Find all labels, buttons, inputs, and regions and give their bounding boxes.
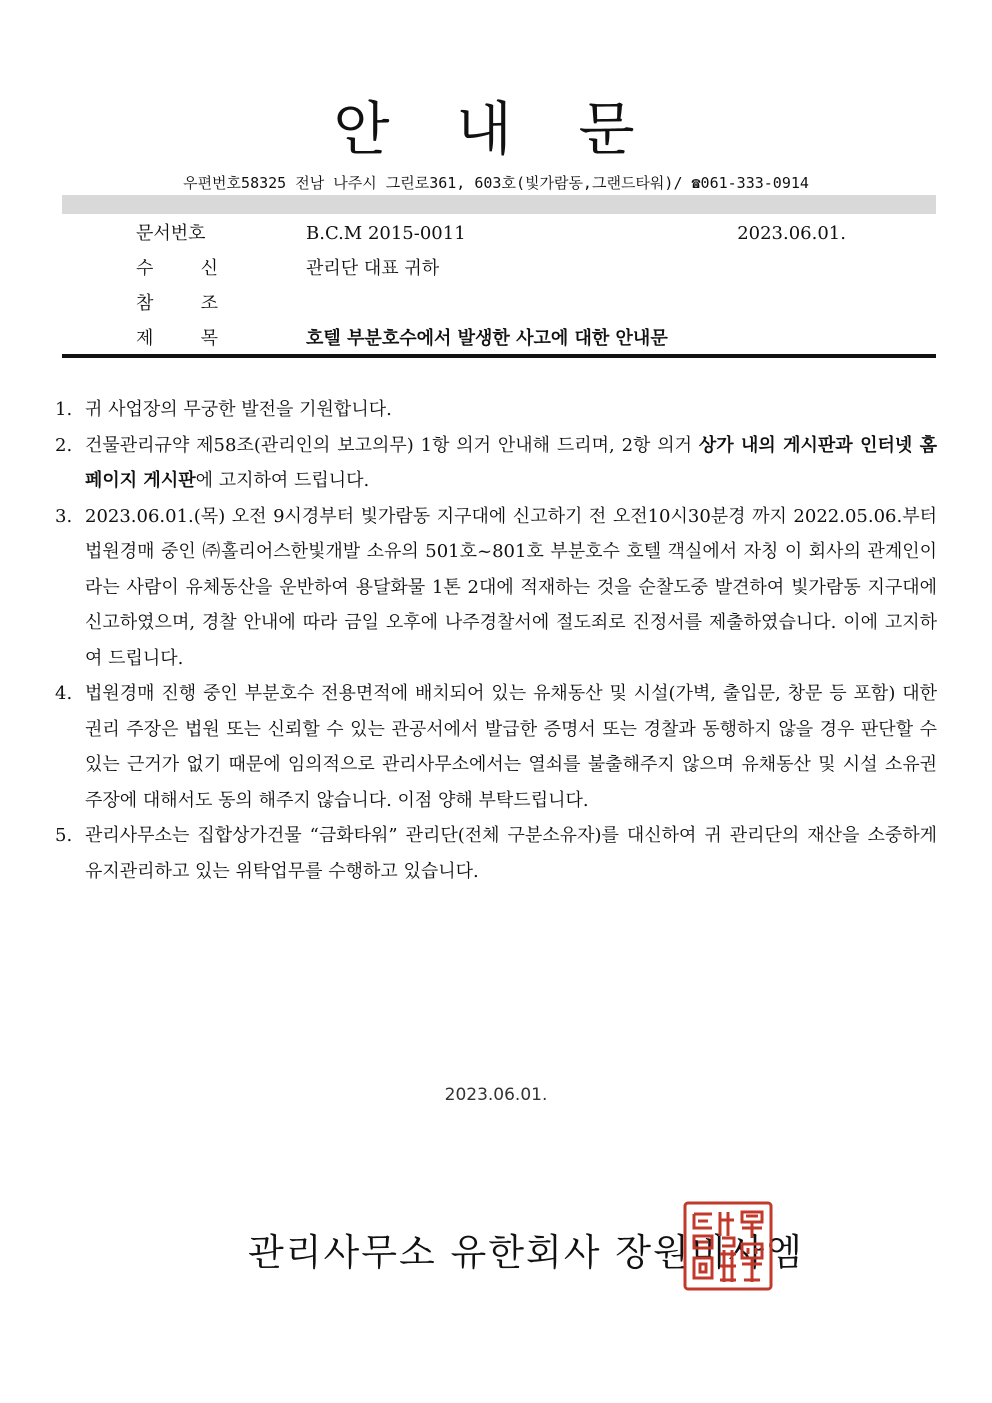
list-item <box>55 676 937 818</box>
document-header <box>62 218 936 358</box>
list-item-number: 2. <box>55 434 73 456</box>
list-item <box>55 818 937 889</box>
list-item-number: 4. <box>55 683 73 704</box>
header-divider-bar <box>62 195 936 214</box>
notice-body-list <box>55 392 937 889</box>
header-bottom-rule <box>62 354 936 358</box>
list-item <box>55 392 937 428</box>
recipient-label-char-2: 신 <box>200 258 218 279</box>
list-item-text: 에 고지하여 드립니다. <box>195 470 370 491</box>
document-title: 안 내 문 <box>333 95 659 163</box>
issuer-signature: 관리사무소 유한회사 장원비사엠 <box>248 1231 804 1274</box>
reference-label-char-1: 참 <box>136 293 154 314</box>
subject-value: 호텔 부분호수에서 발생한 사고에 대한 안내문 <box>306 328 668 349</box>
list-item-text: 법원경매 진행 중인 부분호수 전용면적에 배치되어 있는 유채동산 및 시설(가벽, 출입문, 창문 등 포함) 대한 권리 주장은 법원 또는 신뢰할 수 있는 관공서에서 발급한 증명서 또는 경찰과 동행하지 않을 경우 판단할 수 있는 근거가 없기 때문에 임의적으로 관리사무소에서는 열쇠를 불출해주지 않으며 유채동산 및 시설 소유권 주장에 대해서도 동의 해주지 않습니다. 이점 양해 부탁드립니다. <box>85 683 937 811</box>
list-item-text: 귀 사업장의 무궁한 발전을 기원합니다. <box>85 399 392 420</box>
recipient-value: 관리단 대표 귀하 <box>306 258 440 279</box>
doc-number-label: 문서번호 <box>136 223 206 244</box>
list-item-emphasis: 상가 내의 게시판과 인터넷 홈페이지 게시판 <box>85 434 937 491</box>
doc-number-row <box>62 218 936 253</box>
subject-label-char-1: 제 <box>136 328 154 349</box>
footer-date: 2023.06.01. <box>444 1085 548 1105</box>
list-item-text: 관리사무소는 집합상가건물 “금화타워” 관리단(전체 구분소유자)를 대신하여 귀 관리단의 재산을 소중하게 유지관리하고 있는 위탁업무를 수행하고 있습니다. <box>85 825 937 882</box>
subject-row <box>62 323 936 358</box>
recipient-label-char-1: 수 <box>136 258 154 279</box>
reference-label-char-2: 조 <box>200 293 218 314</box>
reference-label <box>136 288 218 320</box>
list-item-number: 1. <box>55 399 73 420</box>
subject-label <box>136 323 218 355</box>
doc-number-value: B.C.M 2015-0011 <box>306 223 466 244</box>
doc-date: 2023.06.01. <box>737 223 846 244</box>
list-item <box>55 499 937 677</box>
list-item <box>55 428 937 499</box>
list-item-number: 3. <box>55 505 73 527</box>
sender-address: 우편번호58325 전남 나주시 그린로361, 603호(빛가람동,그랜드타워)/ ☎061-333-0914 <box>183 174 809 192</box>
subject-label-char-2: 목 <box>200 328 218 349</box>
company-seal-stamp-icon <box>682 1200 774 1292</box>
list-item-text: 2023.06.01.(목) 오전 9시경부터 빛가람동 지구대에 신고하기 전 오전10시30분경 까지 2022.05.06.부터 법원경매 중인 ㈜홀리어스한빛개발 소유의 501호~801호 부분호수 호텔 객실에서 자칭 이 회사의 관계인이라는 사람이 유체동산을 운반하여 용달화물 1톤 2대에 적재하는 것을 순찰도중 발견하여 빛가람동 지구대에 신고하였으며, 경찰 안내에 따라 금일 오후에 나주경찰서에 절도죄로 진정서를 제출하였습니다. 이에 고지하여 드립니다. <box>85 505 937 669</box>
list-item-number: 5. <box>55 825 73 846</box>
recipient-row <box>62 253 936 288</box>
list-item-text: 건물관리규약 제58조(관리인의 보고의무) 1항 의거 안내해 드리며, 2항 의거 <box>85 434 699 456</box>
recipient-label <box>136 253 218 285</box>
reference-row <box>62 288 936 323</box>
